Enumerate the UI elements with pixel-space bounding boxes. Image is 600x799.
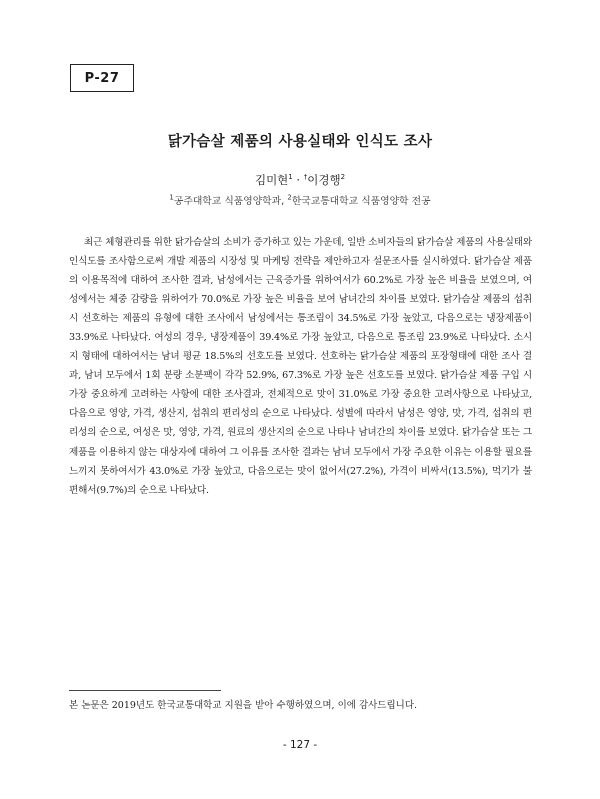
author-separator: ·	[292, 173, 304, 187]
author-1: 김미현	[254, 173, 289, 187]
author-2: 이경행	[307, 173, 341, 187]
affiliation-1: 공주대학교 식품영양학과,	[173, 196, 285, 207]
paper-title: 닭가슴살 제품의 사용실태와 인식도 조사	[167, 134, 433, 150]
poster-label	[70, 64, 134, 92]
footnote-divider	[69, 690, 221, 691]
author-line	[0, 172, 600, 188]
poster-label-text: P-27	[84, 70, 120, 86]
corresponding-author-mark: †	[303, 173, 308, 182]
page-number: - 127 -	[282, 739, 318, 751]
affil-1-mark: 1	[169, 193, 174, 202]
author-2-affil-mark: 2	[340, 173, 346, 182]
affil-2-mark: 2	[287, 193, 292, 202]
abstract-body: 최근 체형관리를 위한 닭가슴살의 소비가 증가하고 있는 가운데, 일반 소비자들의 닭가슴살 제품의 사용실태와 인식도를 조사함으로써 개발 제품의 시장성 및 마케팅 전략을 제안하고자 설문조사를 실시하였다. 닭가슴살 제품의 이용목적에 대하여 조사한 결과, 남성에서는 근육증가를 위하여서가 60.2%로 가장 높은 비율을 보였으며, 여성에서는 체중 감량을 위하여가 70.0%로 가장 높은 비율을 보여 남녀간의 차이를 보였다. 닭가슴살 제품의 섭취시 선호하는 제품의 유형에 대한 조사에서 남성에서는 통조림이 34.5%로 가장 높았고, 다음으로는 냉장제품이 33.9%로 나타났다. 여성의 경우, 냉장제품이 39.4%로 가장 높았고, 다음으로 통조림 23.9%로 나타났다. 소시지 형태에 대하여서는 남녀 평균 18.5%의 선호도를 보였다. 선호하는 닭가슴살 제품의 포장형태에 대한 조사 결과, 남녀 모두에서 1회 분량 소분팩이 각각 52.9%, 67.3%로 가장 높은 선호도를 보였다. 닭가슴살 제품 구입 시 가장 중요하게 고려하는 사항에 대한 조사결과, 전체적으로 맛이 31.0%로 가장 중요한 고려사항으로 나타났고, 다음으로 영양, 가격, 생산지, 섭취의 편리성의 순으로 나타났다. 성별에 따라서 남성은 영양, 맛, 가격, 섭취의 편리성의 순으로, 여성은 맛, 영양, 가격, 원료의 생산지의 순으로 나타나 남녀간의 차이를 보였다. 닭가슴살 또는 그 제품을 이용하지 않는 대상자에 대하여 그 이유를 조사한 결과는 남녀 모두에서 가장 주요한 이유는 이용할 필요를 느끼지 못하여서가 43.0%로 가장 높았고, 다음으로는 맛이 없어서(27.2%), 가격이 비싸서(13.5%), 먹기가 불편해서(9.7%)의 순으로 나타났다.	[69, 237, 532, 496]
acknowledgement-footnote: 본 논문은 2019년도 한국교통대학교 지원을 받아 수행하였으며, 이에 감사드립니다.	[69, 700, 418, 711]
affiliation-line	[0, 193, 600, 207]
author-1-affil-mark: 1	[288, 173, 293, 182]
affiliation-2: 한국교통대학교 식품영양학 전공	[291, 196, 431, 207]
